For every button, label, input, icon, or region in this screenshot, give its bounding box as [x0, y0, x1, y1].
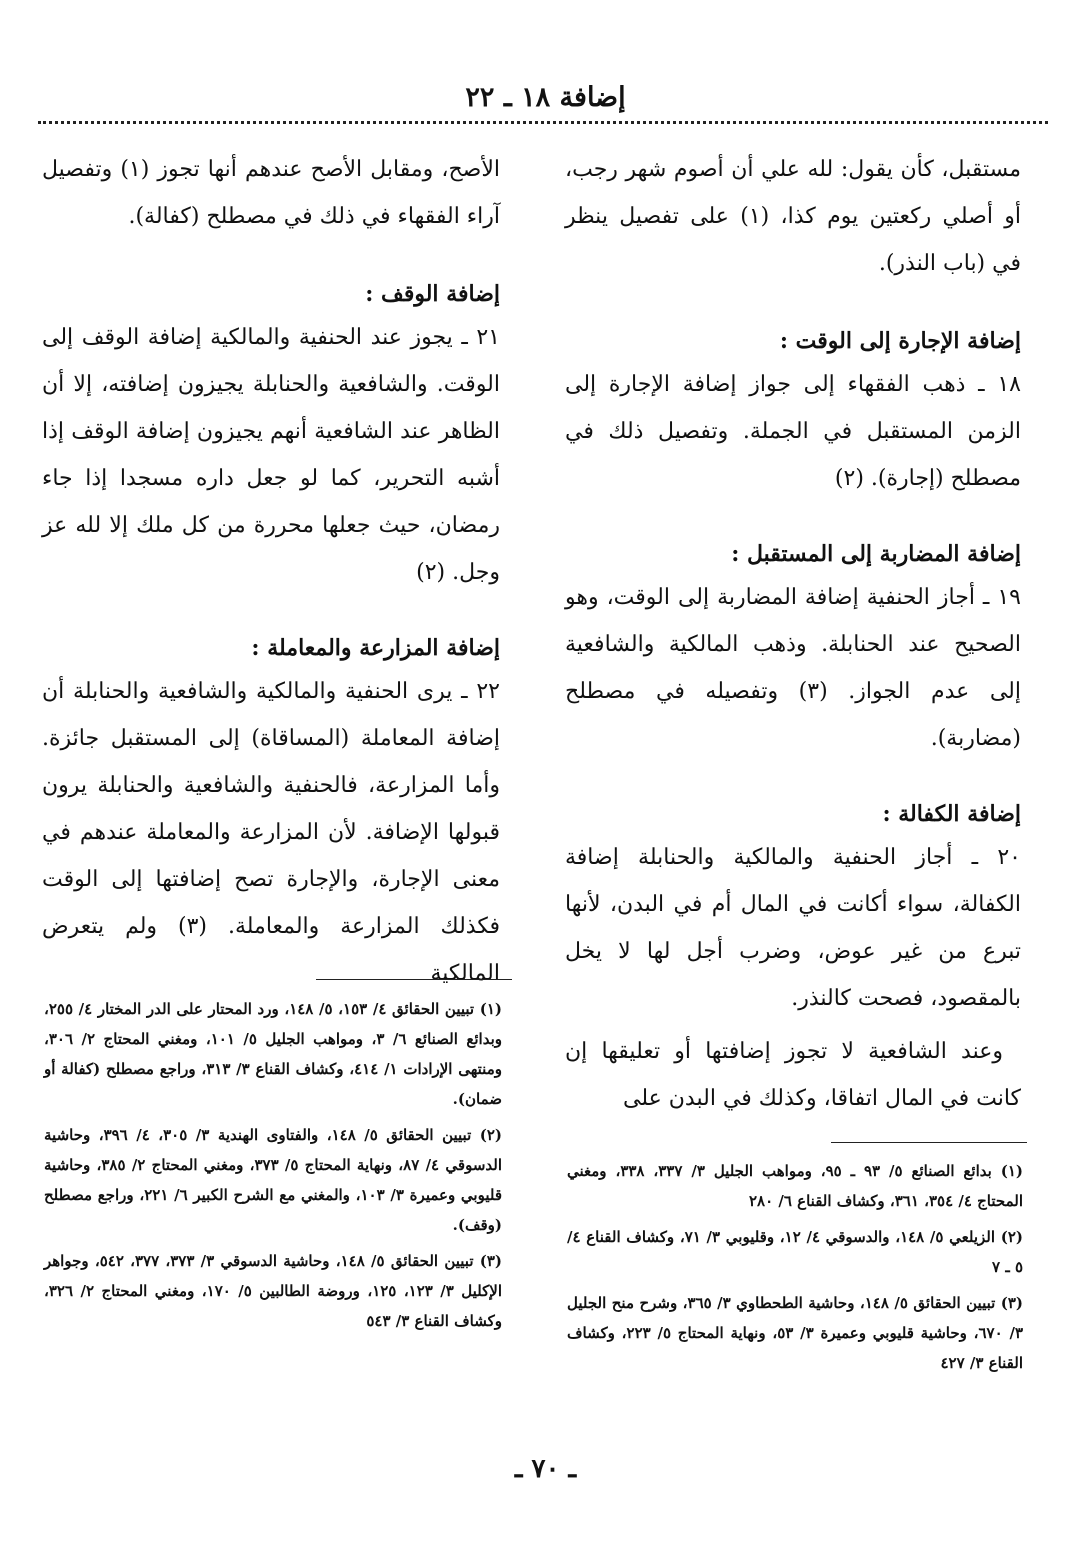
footnote-divider-right	[831, 1142, 1027, 1143]
left-column	[42, 146, 500, 997]
paragraph-19: ١٩ ـ أجاز الحنفية إضافة المضاربة إلى الوقت، وهو الصحيح عند الحنابلة. وذهب المالكية والشافعية إلى عدم الجواز. (٣) وتفصيله في مصطلح (مضاربة).	[565, 585, 1021, 751]
paragraph-18: ١٨ ـ ذهب الفقهاء إلى جواز إضافة الإجارة إلى الزمن المستقبل في الجملة. وتفصيل ذلك في مصطلح (إجارة). (٢)	[565, 372, 1021, 491]
footnote-item: (٣) تبيين الحقائق ٥/ ١٤٨، وحاشية الطحطاوي ٣/ ٣٦٥، وشرح منح الجليل ٣/ ٦٧٠، وحاشية قليوبي وعميرة ٣/ ٥٣، ونهاية المحتاج ٥/ ٢٢٣، وكشاف القناع ٣/ ٤٢٧	[567, 1294, 1024, 1372]
running-header: إضافة ١٨ ـ ٢٢	[465, 82, 626, 113]
header-divider	[38, 121, 1048, 124]
footnote-item: (٢) الزيلعي ٥/ ١٤٨، والدسوقي ٤/ ١٢، وقليوبي ٣/ ٧١، وكشاف القناع ٤/ ٥ ـ ٧	[567, 1228, 1024, 1276]
heading-muzaraa: إضافة المزارعة والمعاملة :	[251, 635, 500, 661]
paragraph-intro: مستقبل، كأن يقول: لله علي أن أصوم شهر رجب، أو أصلي ركعتين يوم كذا، (١) على تفصيل ينظر في (باب النذر).	[565, 157, 1021, 276]
footnote-divider-left	[316, 979, 512, 980]
paragraph-20-continued: وعند الشافعية لا تجوز إضافتها أو تعليقها إن كانت في المال اتفاقا، وكذلك في البدن على	[565, 1039, 1021, 1111]
footnote-item: (٢) تبيين الحقائق ٥/ ١٤٨، والفتاوى الهندية ٣/ ٣٠٥، ٤/ ٣٩٦، وحاشية الدسوقي ٤/ ٨٧، ونهاية المحتاج ٥/ ٣٧٣، ومغني المحتاج ٢/ ٣٨٥، وحاشية قليوبي وعميرة ٣/ ١٠٣، والمغني مع الشرح الكبير ٦/ ٢٢١، وراجع مصطلح (وقف).	[44, 1126, 503, 1234]
footnotes-right	[567, 1156, 1023, 1384]
heading-mudaraba: إضافة المضاربة إلى المستقبل :	[731, 541, 1021, 567]
heading-waqf: إضافة الوقف :	[365, 281, 500, 307]
footnote-item: (١) تبيين الحقائق ٤/ ١٥٣، ٥/ ١٤٨، ورد المحتار على الدر المختار ٤/ ٢٥٥، وبدائع الصنائع ٦/ ٣، ومواهب الجليل ٥/ ١٠١، ومغني المحتاج ٢/ ٣٠٦، ومنتهى الإرادات ١/ ٤١٤، وكشاف القناع ٣/ ٣١٣، وراجع مصطلح (كفالة أو ضمان).	[44, 1000, 503, 1108]
paragraph-20: ٢٠ ـ أجاز الحنفية والمالكية والحنابلة إضافة الكفالة، سواء أكانت في المال أم في البدن، لأنها تبرع من غير عوض، وضرب أجل لها لا يخل بالمقصود، فصحت كالنذر.	[565, 845, 1021, 1011]
footnote-item: (١) بدائع الصنائع ٥/ ٩٣ ـ ٩٥، ومواهب الجليل ٣/ ٣٣٧، ٣٣٨، ومغني المحتاج ٤/ ٣٥٤، ٣٦١، وكشاف القناع ٦/ ٢٨٠	[567, 1162, 1023, 1210]
footnotes-left	[44, 994, 502, 1342]
paragraph-22: ٢٢ ـ يرى الحنفية والمالكية والشافعية والحنابلة أن إضافة المعاملة (المساقاة) إلى المستقبل جائزة. وأما المزارعة، فالحنفية والشافعية والحنابلة يرون قبولها الإضافة. لأن المزارعة والمعاملة عندهم في معنى الإجارة، والإجارة تصح إضافتها إلى الوقت فكذلك المزارعة والمعاملة. (٣) ولم يتعرض المالكية	[42, 679, 501, 986]
heading-kafala: إضافة الكفالة :	[882, 801, 1021, 827]
page-number: ـ ٧٠ ـ	[514, 1454, 577, 1484]
paragraph-21: ٢١ ـ يجوز عند الحنفية والمالكية إضافة الوقف إلى الوقت. والشافعية والحنابلة يجيزون إضافته، إلا أن الظاهر عند الشافعية أنهم يجيزون إضافة الوقف إذا أشبه التحرير، كما لو جعل داره مسجدا إذا جاء رمضان، حيث جعلها محررة من كل ملك إلا لله عز وجل. (٢)	[42, 325, 500, 585]
footnote-item: (٣) تبيين الحقائق ٥/ ١٤٨، وحاشية الدسوقي ٣/ ٣٧٣، ٣٧٧، ٥٤٢، وجواهر الإكليل ٣/ ١٢٣، ١٢٥، وروضة الطالبين ٥/ ١٧٠، ومغني المحتاج ٢/ ٣٢٦، وكشاف القناع ٣/ ٥٤٣	[44, 1252, 503, 1330]
heading-ijara: إضافة الإجارة إلى الوقت :	[779, 328, 1021, 354]
paragraph-continued: الأصح، ومقابل الأصح عندهم أنها تجوز (١) وتفصيل آراء الفقهاء في ذلك في مصطلح (كفالة).	[42, 157, 500, 229]
right-column	[565, 146, 1021, 1122]
